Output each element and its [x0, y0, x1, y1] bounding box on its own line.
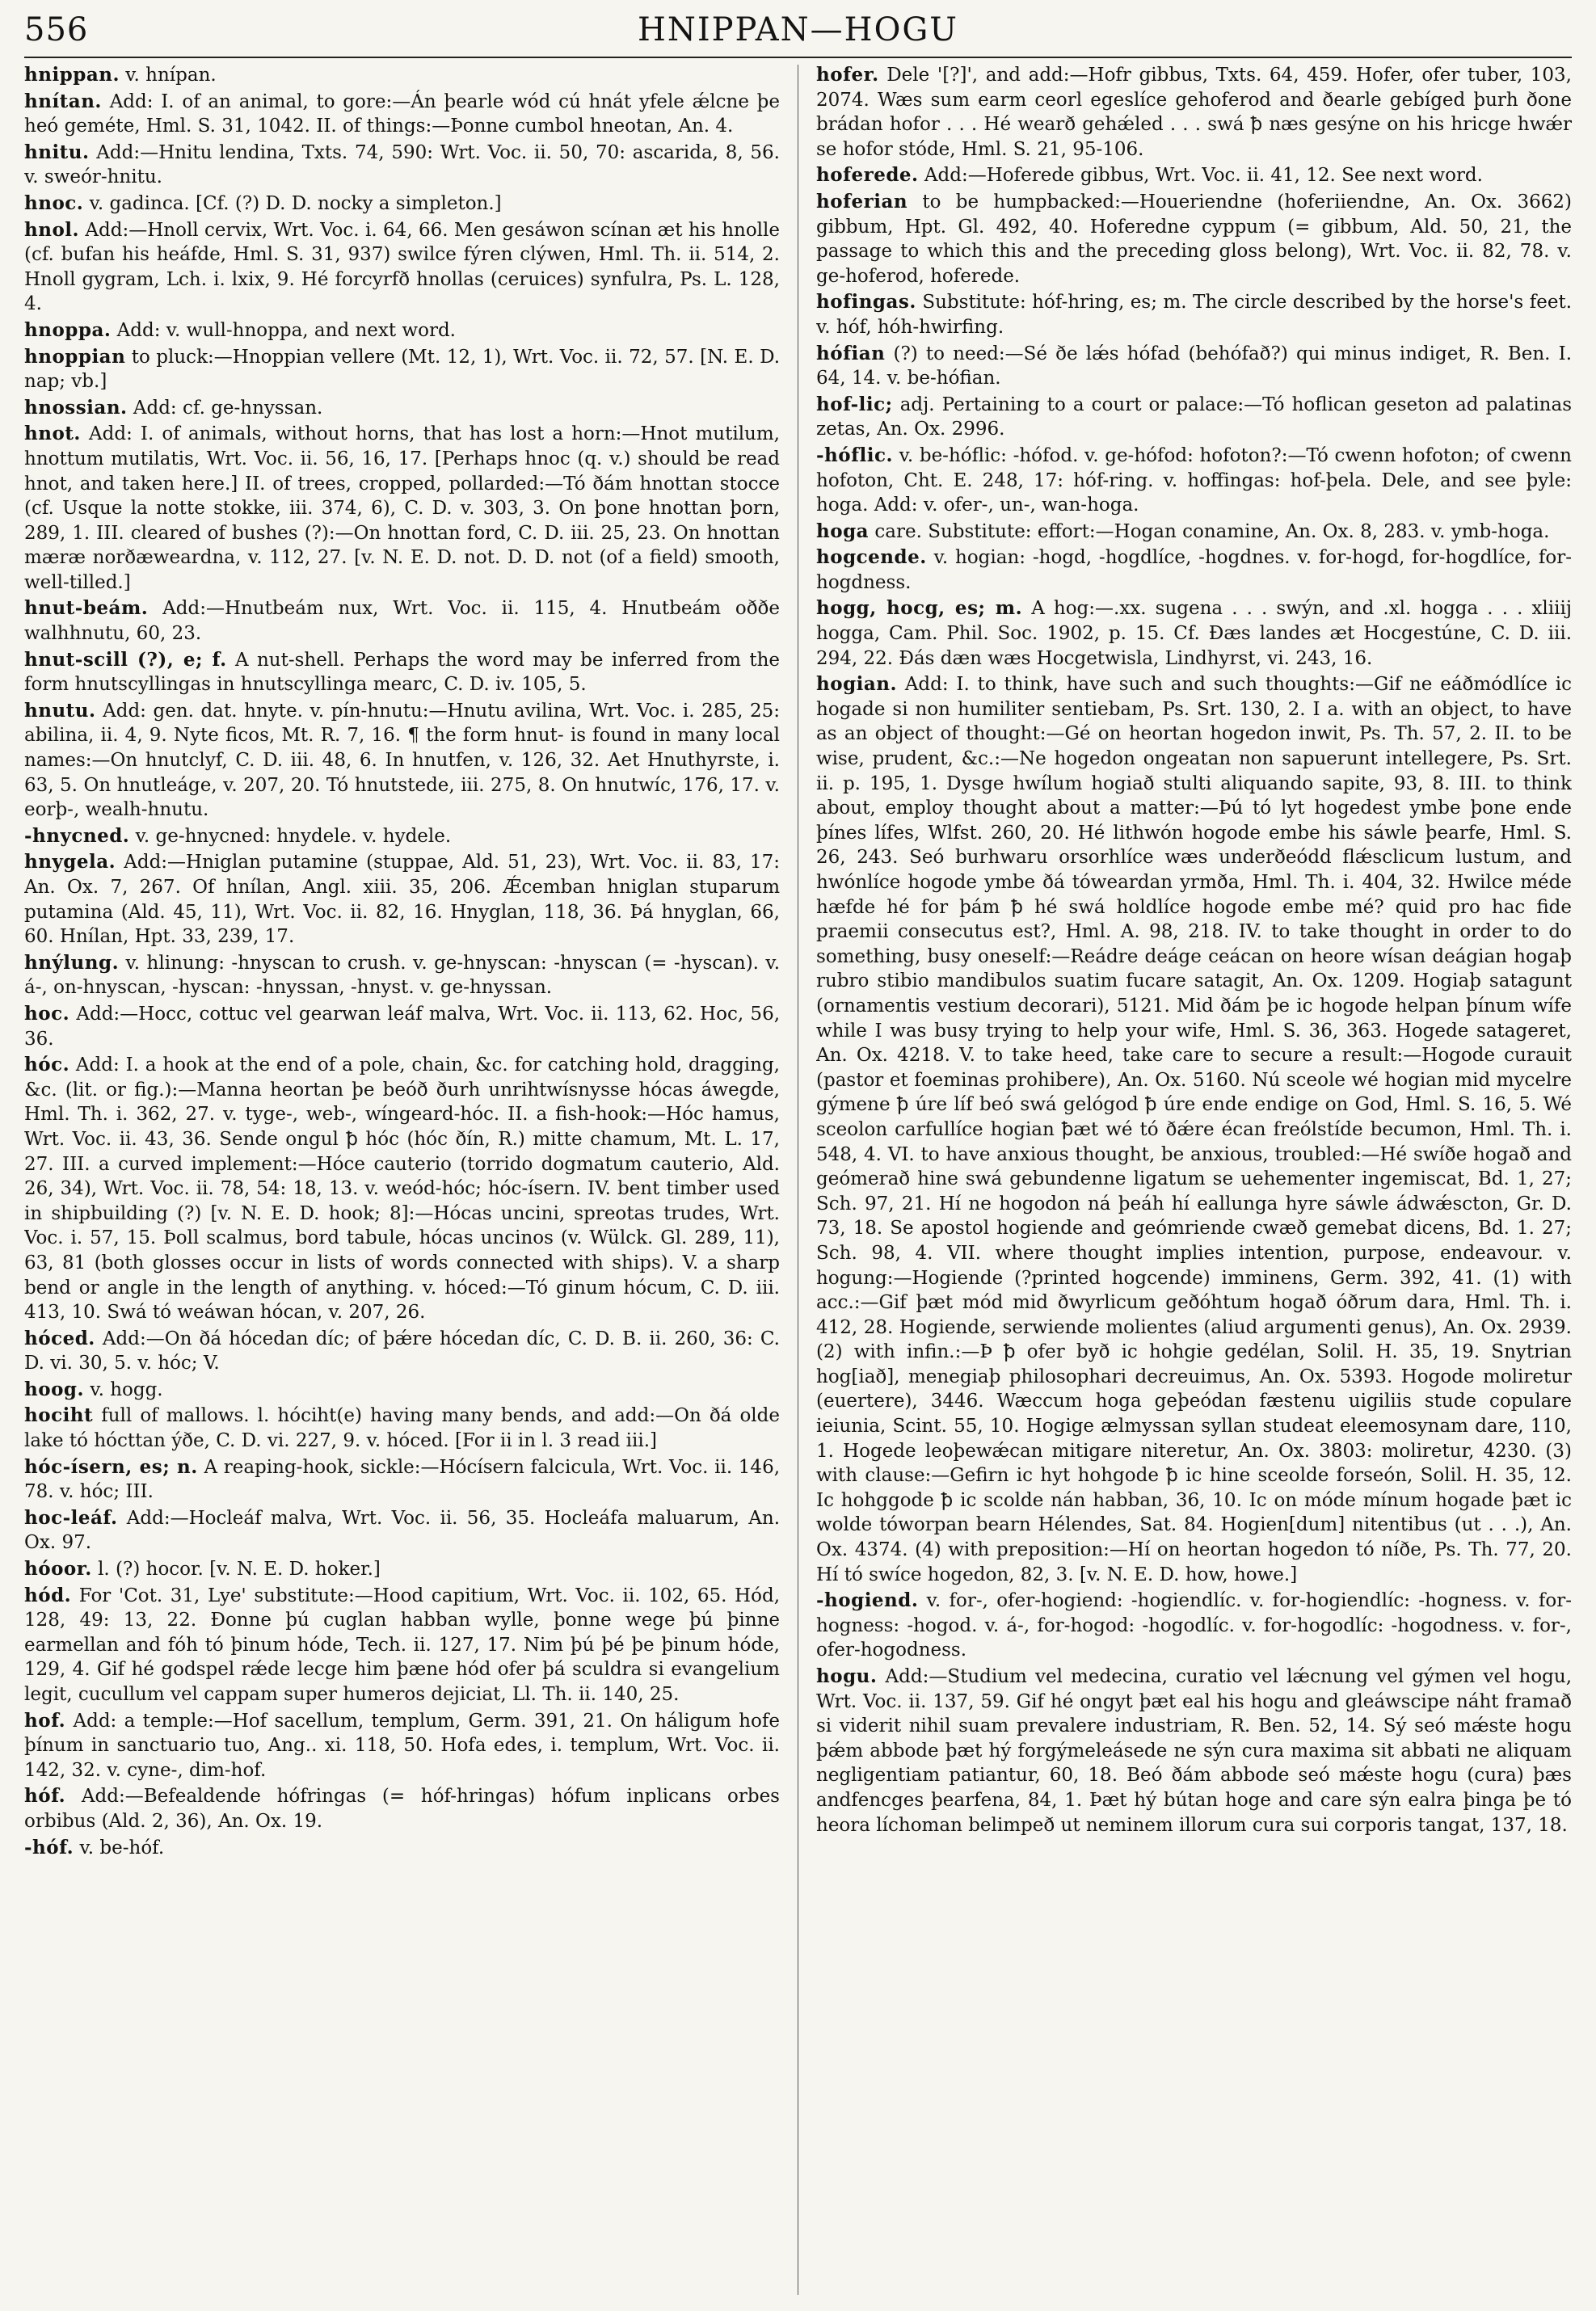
- entry-headword: hnut-scill (?), e; f.: [24, 648, 227, 671]
- dictionary-entry: [816, 163, 1572, 188]
- right-column: [816, 63, 1572, 2301]
- dictionary-entry: [24, 1378, 780, 1403]
- entry-headword: -hóf.: [24, 1836, 74, 1858]
- entry-headword: hogian.: [816, 673, 898, 696]
- entry-body: Add:—Hocc, cottuc vel gearwan leáf malva, Wrt. Voc. ii. 113, 62. Hoc, 56, 36.: [24, 1003, 780, 1050]
- entry-headword: hnýlung.: [24, 951, 120, 974]
- dictionary-entry: [24, 1455, 780, 1505]
- dictionary-entry: [24, 1053, 780, 1325]
- left-column: [24, 63, 780, 2301]
- entry-body: Add:—Hocleáf malva, Wrt. Voc. ii. 56, 35. Hocleáfa maluarum, An. Ox. 97.: [24, 1507, 780, 1554]
- entry-body: (?) to need:—Sé ðe lǽs hófad (behófað?) qui minus indiget, R. Ben. I. 64, 14. v. be-hófian.: [816, 343, 1572, 389]
- dictionary-entry: [24, 141, 780, 190]
- entry-headword: hóc.: [24, 1054, 70, 1076]
- entry-body: Add:—Hnutbeám nux, Wrt. Voc. ii. 115, 4. Hnutbeám oððe walhhnutu, 60, 23.: [24, 598, 780, 645]
- entry-body: Add: I. to think, have such and such thoughts:—Gif ne eáðmódlíce ic hogade si non humiliter sentiebam, Ps. Srt. 130, 2. I a. with an object, to have as an object of thought:—Gé on heortan hogedon inwit, Ps. Th. 57, 2. II. to be wise, prudent, &c.:—Ne hogedon ongeatan non sapuerunt intellegere, Ps. Srt. ii. p. 195, 1. Dysge hwílum hogiað stulti aliquando sapite, 93, 8. III. to think about, employ thought about a matter:—Þú tó lyt hogedest ymbe þone ende þínes lífes, Wlfst. 260, 20. Hé lithwón hogode embe his sáwle þearfe, Hml. S. 26, 243. Seó burhwaru orsorhlíce wæs underðeódd flǽsclicum lustum, and hwónlíce hogode ymbe ðá tóweardan yrmða, Hml. Th. i. 404, 32. Hwilce méde hæfde hé for þám ꝥ hé swá holdlíce hogode embe mé? quid pro hac fide praemii consecutus est?, Hml. A. 98, 218. IV. to take thought in order to do something, busy oneself:—Reádre deáge ceácan on heore wísan deágian hogaþ rubro stibio mandibulos suatim fucare satagit, An. Ox. 1209. Hogiaþ satagunt (ornamentis vestium decorari), 5121. Mid ðám þe ic hogode helpan þínum wífe while I was busy trying to help your wife, Hml. S. 36, 363. Hogede satageret, An. Ox. 4218. V. to take heed, take care to secure a result:—Hogode curauit (pastor et foeminas prohibere), An. Ox. 5160. Nú sceole wé hogian mid mycelre gýmene ꝥ úre líf beó swá gelógod ꝥ úre ende endige on God, Hml. S. 16, 5. Wé sceolon carfullíce hogian ꝥæt wé tó ðǽre écan freólstíde becumon, Hml. Th. i. 548, 4. VI. to have anxious thought, be anxious, troubled:—Hé swíðe hogað and geómerað hine swá gebundenne ligatum se uehementer ingemiscat, Bd. 1, 27; Sch. 97, 21. Hí ne hogodon ná þeáh hí eallunga hyre sáwle ádwǽscton, Gr. D. 73, 18. Se apostol hogiende and geómriende cwæð gemebat dicens, Bd. 1. 27; Sch. 98, 4. VII. where thought implies intention, purpose, endeavour. v. hogung:—Hogiende (?printed hogcende) imminens, Germ. 392, 41. (1) with acc.:—Gif þæt mód mid ðwyrlicum geðóhtum hogað óðrum dara, Hml. Th. i. 412, 28. Hogiende, serwiende molientes (aliud argumenti genus), An. Ox. 2939. (2) with infin.:—Þ ꝥ ofer byð ic hohgie gedélan, Solil. H. 35, 19. Snytrian hog[iað], menegiaþ philosophari decreuimus, An. Ox. 5393. Hogode moliretur (euertere), 3446. Wæccum hoga geþeódan fæstenu uigiliis stude copulare ieiunia, Scint. 55, 10. Hogige ælmyssan syllan studeat eleemosynam dare, 110, 1. Hogede leoþewǽcan mitigare niteretur, An. Ox. 3803: moliretur, 4230. (3) with clause:—Gefirn ic hyt hohgode ꝥ ic hine sceolde forseón, Solil. H. 35, 12. Ic hohggode ꝥ ic scolde nán habban, 36, 10. Ic on móde mínum hogade þæt ic wolde tóworpan bearn Hélendes, Sat. 84. Hogien[dum] nitentibus (ut . . .), An. Ox. 4374. (4) with preposition:—Hí on heortan hogedon tó níðe, Ps. Th. 77, 20. Hí tó swíce hogedon, 82, 3. [v. N. E. D. how, howe.]: [816, 674, 1572, 1585]
- entry-body: Add: gen. dat. hnyte. v. pín-hnutu:—Hnutu avilina, Wrt. Voc. i. 285, 25: abilina, ii. 4, 9. Nyte ficos, Mt. R. 7, 16. ¶ the form hnut- is found in many local names:—On hnutclyf, C. D. iii. 48, 6. In hnutfen, v. 126, 32. Aet Hnuthyrste, i. 63, 5. On hnutleáge, v. 207, 20. Tó hnutstede, iii. 275, 8. On hnutwíc, 176, 17. v. eorþ-, wealh-hnutu.: [24, 700, 780, 821]
- entry-headword: hnítan.: [24, 90, 102, 112]
- dictionary-entry: [24, 699, 780, 823]
- entry-body: Add:—Befealdende hófringas (= hóf-hringas) hófum inplicans orbes orbibus (Ald. 2, 36), An. Ox. 19.: [24, 1786, 780, 1832]
- dictionary-entry: [24, 422, 780, 595]
- dictionary-entry: [24, 824, 780, 849]
- entry-body: Add: I. a hook at the end of a pole, chain, &c. for catching hold, dragging, &c. (lit. or fig.):—Manna heortan þe beóð ðurh unrihtwísnysse hócas áwegde, Hml. Th. i. 362, 27. v. tyge-, web-, wíngeard-hóc. II. a fish-hook:—Hóc hamus, Wrt. Voc. ii. 43, 36. Sende ongul ꝥ hóc (hóc ðín, R.) mitte chamum, Mt. L. 17, 27. III. a curved implement:—Hóce cauterio (torrido dogmatum cauterio, Ald. 26, 34), Wrt. Voc. ii. 78, 54: 18, 13. v. weód-hóc; hóc-ísern. IV. bent timber used in shipbuilding (?) [v. N. E. D. hook; 8]:—Hócas uncini, spreotas trudes, Wrt. Voc. i. 57, 15. Þoll scalmus, bord tabule, hócas uncinos (v. Wülck. Gl. 289, 11), 63, 81 (both glosses occur in lists of words connected with ships). V. a sharp bend or angle in the length of anything. v. hóced:—Tó ginum hócum, C. D. iii. 413, 10. Swá tó weáwan hócan, v. 207, 26.: [24, 1054, 780, 1324]
- entry-headword: hoog.: [24, 1378, 84, 1400]
- entry-body: Add: I. of an animal, to gore:—Án þearle wód cú hnát yfele ǽlcne þe heó geméte, Hml. S. 31, 1042. II. of things:—Þonne cumbol hneotan, An. 4.: [24, 91, 780, 137]
- dictionary-entry: [24, 1836, 780, 1861]
- dictionary-entry: [816, 596, 1572, 671]
- entry-body: v. hlinung: -hnyscan to crush. v. ge-hnyscan: -hnyscan (= -hyscan). v. á-, on-hnyscan, -hyscan: -hnyssan, -hnyst. v. ge-hnyssan.: [24, 952, 780, 999]
- entry-body: v. be-hóflic: -hófod. v. ge-hófod: hofoton?:—Tó cwenn hofoton; of cwenn hofoton, Cht. E. 248, 17: hóf-ring. v. hoffingas: hof-þela. Dele, and see þyle: hoga. Add: v. ofer-, un-, wan-hoga.: [816, 444, 1572, 516]
- dictionary-entry: [24, 318, 780, 343]
- entry-headword: hnippan.: [24, 64, 120, 86]
- running-head: HNIPPAN—HOGU: [637, 11, 959, 48]
- entry-headword: hnygela.: [24, 851, 116, 873]
- entry-body: v. hogg.: [90, 1379, 163, 1400]
- dictionary-entry: [816, 393, 1572, 442]
- dictionary-entry: [816, 444, 1572, 518]
- entry-body: Add: cf. ge-hnyssan.: [133, 397, 323, 419]
- dictionary-entry: [24, 218, 780, 317]
- entry-headword: -hnycned.: [24, 824, 130, 847]
- entry-headword: hnoppa.: [24, 318, 112, 341]
- entry-body: to be humpbacked:—Houeriendne (hoferiiendne, An. Ox. 3662) gibbum, Hpt. Gl. 492, 40. Hoferedne cyppum (= gibbum, Ald. 50, 21, the passage to which this and the preceding gloss belong), Wrt. Voc. ii. 82, 78. v. ge-hoferod, hoferede.: [816, 191, 1572, 287]
- entry-headword: hnoppian: [24, 345, 126, 368]
- dictionary-entry: [24, 1784, 780, 1833]
- entry-body: Add:—On ðá hócedan díc; of þǽre hócedan díc, C. D. B. ii. 260, 36: C. D. vi. 30, 5. v. hóc; V.: [24, 1328, 780, 1374]
- dictionary-entry: [24, 1002, 780, 1051]
- dictionary-entry: [24, 345, 780, 394]
- entry-body: Dele '[?]', and add:—Hofr gibbus, Txts. 64, 459. Hofer, ofer tuber, 103, 2074. Wæs sum earm ceorl egeslíce gehoferod and ðearle gebíged þurh ðone brádan hofor . . . Hé wearð gehǽled . . . swá ꝥ næs gesýne on his hricge hwǽr se hofor stóde, Hml. S. 21, 95-106.: [816, 65, 1572, 160]
- entry-body: v. be-hóf.: [79, 1837, 165, 1858]
- dictionary-entry: [816, 672, 1572, 1587]
- dictionary-entry: [24, 90, 780, 139]
- dictionary-entry: [24, 1404, 780, 1453]
- entry-headword: -hogiend.: [816, 1589, 919, 1612]
- header-rule: [24, 57, 1572, 58]
- entry-body: A nut-shell. Perhaps the word may be inferred from the form hnutscyllingas in hnutscyllinga mearc, C. D. iv. 105, 5.: [24, 649, 780, 696]
- entry-body: full of mallows. l. hóciht(e) having many bends, and add:—On ðá olde lake tó hócttan ýðe, C. D. vi. 227, 9. v. hóced. [For ii in l. 3 read iii.]: [24, 1405, 780, 1452]
- entry-headword: hogg, hocg, es; m.: [816, 597, 1023, 620]
- dictionary-entry: [816, 1665, 1572, 1837]
- dictionary-entry: [24, 951, 780, 1000]
- entry-headword: hoc.: [24, 1002, 70, 1025]
- entry-body: care. Substitute: effort:—Hogan conamine, An. Ox. 8, 283. v. ymb-hoga.: [874, 520, 1550, 542]
- entry-body: Add:—Studium vel medecina, curatio vel lǽcnung vel gýmen vel hogu, Wrt. Voc. ii. 137, 59. Gif hé ongyt þæt eal his hogu and gleáwscipe náht framað si viderit nihil suam prevalere industriam, R. Ben. 52, 14. Sý seó mǽste hogu þǽm abbode þæt hý forgýmeleásede ne sýn cura maxima sit abbati ne aliquam negligentiam patiantur, 60, 18. Beó ðám abbode seó mǽste hogu (cura) þæs andfencges þearfena, 84, 1. Þæt hý bútan hoge and care sýn ealra þinga þe tó heora líchoman belimpeð ut neminem illorum cura sui corporis tangat, 137, 18.: [816, 1666, 1572, 1836]
- entry-headword: hnol.: [24, 218, 80, 241]
- entry-headword: hnossian.: [24, 396, 128, 419]
- dictionary-entry: [816, 190, 1572, 288]
- entry-headword: hofer.: [816, 64, 879, 86]
- entry-headword: hofingas.: [816, 291, 916, 314]
- dictionary-entry: [816, 342, 1572, 391]
- entry-headword: hociht: [24, 1404, 94, 1427]
- entry-body: Add: I. of animals, without horns, that has lost a horn:—Hnot mutilum, hnottum mutilatis, Wrt. Voc. ii. 56, 16, 17. [Perhaps hnoc (q. v.) should be read hnot, and taken here.] II. of trees, cropped, pollarded:—Tó ðám hnottan stocce (cf. Usque la notte stokke, iii. 374, 6), C. D. v. 303, 3. On þone hnottan þorn, 289, 1. III. cleared of bushes (?):—On hnottan ford, C. D. iii. 25, 23. On hnottan mæræ norðæweardna, v. 112, 27. [v. N. E. D. not. D. D. not (of a field) smooth, well-tilled.]: [24, 423, 780, 593]
- dictionary-entry: [24, 850, 780, 949]
- dictionary-entry: [816, 290, 1572, 339]
- entry-headword: hóc-ísern, es; n.: [24, 1455, 198, 1478]
- entry-headword: hnot.: [24, 423, 81, 445]
- page-number: 556: [24, 11, 89, 48]
- entry-body: v. ge-hnycned: hnydele. v. hydele.: [135, 825, 452, 847]
- entry-headword: hnut-beám.: [24, 597, 149, 620]
- entry-body: Add:—Hoferede gibbus, Wrt. Voc. ii. 41, 12. See next word.: [924, 165, 1483, 187]
- entry-headword: hof.: [24, 1709, 66, 1732]
- entry-body: Substitute: hóf-hring, es; m. The circle described by the horse's feet. v. hóf, hóh-hwirfing.: [816, 292, 1572, 338]
- entry-body: Add:—Hnoll cervix, Wrt. Voc. i. 64, 66. Men gesáwon scínan æt his hnolle (cf. bufan his heáfde, Hml. S. 31, 937) swilce fýren clýwen, Hml. Th. ii. 514, 2. Hnoll gygram, Lch. i. lxix, 9. Hé forcyrfð hnollas (ceruices) synfulra, Ps. L. 128, 4.: [24, 219, 780, 315]
- entry-body: A hog:—.xx. sugena . . . swýn, and .xl. hogga . . . xliiij hogga, Cam. Phil. Soc. 1902, p. 15. Cf. Ðæs landes æt Hocgestúne, C. D. iii. 294, 22. Ðás dæn wæs Hocgetwisla, Lindhyrst, vi. 243, 16.: [816, 598, 1572, 669]
- entry-headword: hnitu.: [24, 141, 90, 163]
- dictionary-entry: [24, 1327, 780, 1376]
- entry-body: Add: a temple:—Hof sacellum, templum, Germ. 391, 21. On háligum hofe þínum in sanctuario tuo, Ang.. xi. 118, 50. Hofa edes, i. templum, Wrt. Voc. ii. 142, 32. v. cyne-, dim-hof.: [24, 1710, 780, 1781]
- dictionary-entry: [816, 545, 1572, 595]
- entry-headword: -hóflic.: [816, 444, 893, 466]
- entry-headword: hóced.: [24, 1327, 95, 1349]
- entry-body: A reaping-hook, sickle:—Hócísern falcicula, Wrt. Voc. ii. 146, 78. v. hóc; III.: [24, 1456, 780, 1503]
- dictionary-entry: [816, 1589, 1572, 1663]
- entry-body: v. hogian: -hogd, -hogdlíce, -hogdnes. v. for-hogd, for-hogdlíce, for-hogdness.: [816, 547, 1572, 593]
- entry-headword: hoc-leáf.: [24, 1506, 118, 1529]
- entry-headword: hóf.: [24, 1785, 66, 1808]
- entry-body: Add:—Hnitu lendina, Txts. 74, 590: Wrt. Voc. ii. 50, 70: ascarida, 8, 56. v. sweór-hnitu.: [24, 141, 780, 188]
- entry-headword: hof-lic;: [816, 393, 893, 415]
- dictionary-entry: [24, 596, 780, 646]
- entry-headword: hoferede.: [816, 164, 919, 187]
- entry-headword: hogu.: [816, 1665, 878, 1687]
- entry-body: to pluck:—Hnoppian vellere (Mt. 12, 1), Wrt. Voc. ii. 72, 57. [N. E. D. nap; vb.]: [24, 346, 780, 393]
- dictionary-entry: [24, 1709, 780, 1783]
- entry-headword: hófian: [816, 342, 886, 364]
- entry-headword: hnoc.: [24, 192, 84, 214]
- entry-body: Add:—Hniglan putamine (stuppae, Ald. 51, 23), Wrt. Voc. ii. 83, 17: An. Ox. 7, 267. Of hnílan, Angl. xiii. 35, 206. Ǽcemban hniglan stuparum putamina (Ald. 45, 11), Wrt. Voc. ii. 82, 16. Hnyglan, 118, 36. Þá hnyglan, 66, 60. Hnílan, Hpt. 33, 239, 17.: [24, 852, 780, 948]
- dictionary-entry: [816, 520, 1572, 545]
- entry-headword: hoga: [816, 520, 870, 542]
- dictionary-entry: [24, 1557, 780, 1582]
- dictionary-entry: [24, 63, 780, 88]
- dictionary-entry: [24, 396, 780, 421]
- entry-headword: hód.: [24, 1584, 72, 1606]
- entry-body: v. for-, ofer-hogiend: -hogiendlíc. v. for-hogiendlíc: -hogness. v. for-hogness: -hogod. v. á-, for-hogod: -hogodlíc. v. for-hogodlíc: -hogodness. v. for-, ofer-hogodness.: [816, 1590, 1572, 1661]
- dictionary-entry: [816, 63, 1572, 162]
- dictionary-entry: [24, 1584, 780, 1707]
- entry-body: adj. Pertaining to a court or palace:—Tó hoflican geseton ad palatinas zetas, An. Ox. 2996.: [816, 394, 1572, 440]
- dictionary-entry: [24, 192, 780, 217]
- dictionary-entry: [24, 1506, 780, 1555]
- entry-body: For 'Cot. 31, Lye' substitute:—Hood capitium, Wrt. Voc. ii. 102, 65. Hód, 128, 49: 13, 22. Ðonne þú cuglan habban wylle, þonne wege þú þinne earmellan and fóh tó þinum hóde, Tech. ii. 127, 17. Nim þú þé þe þinum hóde, 129, 4. Gif hé godspel rǽde lecge him þæne hód ofer þá sculdra si evangelium legit, cucullum vel cappam super humeros dejiciat, Ll. Th. ii. 140, 25.: [24, 1585, 780, 1705]
- entry-headword: hogcende.: [816, 546, 927, 569]
- entry-headword: hoferian: [816, 190, 908, 213]
- dictionary-entry: [24, 648, 780, 697]
- entry-body: l. (?) hocor. [v. N. E. D. hoker.]: [98, 1559, 381, 1581]
- entry-body: v. hnípan.: [125, 65, 217, 86]
- entry-body: Add: v. wull-hnoppa, and next word.: [116, 319, 456, 341]
- entry-headword: hnutu.: [24, 699, 96, 722]
- entry-headword: hóoor.: [24, 1558, 92, 1581]
- entry-body: v. gadinca. [Cf. (?) D. D. nocky a simpleton.]: [89, 192, 502, 214]
